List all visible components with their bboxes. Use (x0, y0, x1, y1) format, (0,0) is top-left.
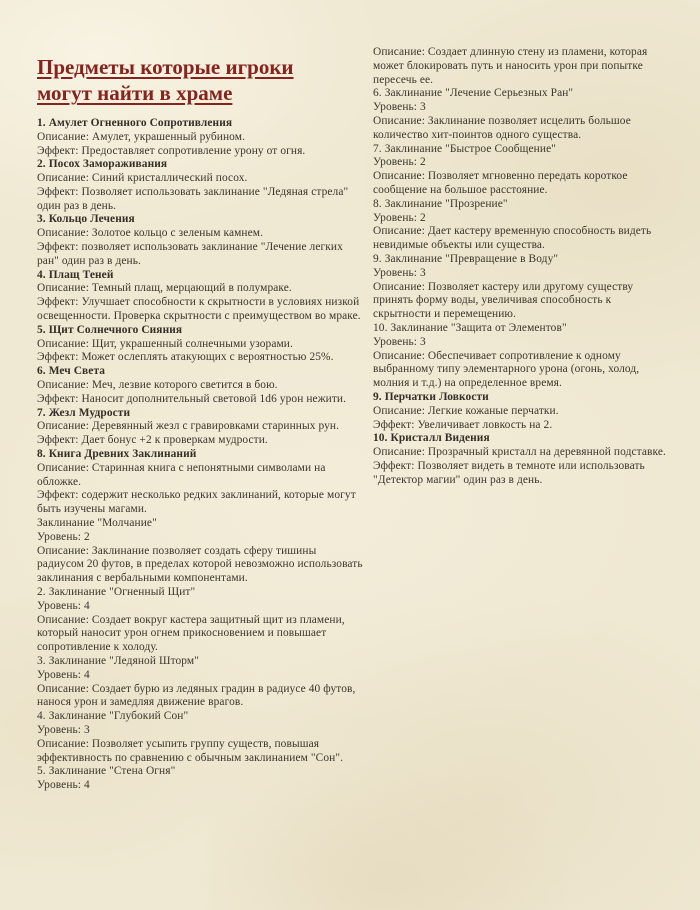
text-line: Эффект: Улучшает способности к скрытности в условиях низкой освещенности. Проверка скрытности с преимуществом во мраке. (37, 296, 361, 323)
text-line: Описание: Обеспечивает сопротивление к одному выбранному типу элементарного урона (огонь, холод, молния и т.д.) на определенное время. (373, 349, 640, 390)
text-line: Эффект: Наносит дополнительный световой 1d6 урон нежити. (37, 392, 347, 405)
item-heading: 6. Меч Света (37, 365, 106, 378)
text-line: 7. Заклинание "Быстрое Сообщение" (373, 142, 556, 155)
text-line: Уровень: 2 (37, 530, 90, 543)
text-line: 4. Заклинание "Глубокий Сон" (37, 710, 189, 723)
text-line: Эффект: Позволяет использовать заклинание "Ледяная стрела" один раз в день. (37, 185, 349, 212)
right-column-content (373, 46, 669, 488)
text-line: Описание: Меч, лезвие которого светится в бою. (37, 379, 278, 392)
text-line: Описание: Создает вокруг кастера защитный щит из пламени, который наносит урон огнем прикосновением и повышает сопротивление к холоду. (37, 613, 345, 654)
text-line: Эффект: Позволяет видеть в темноте или использовать "Детектор магии" один раз в день. (373, 459, 645, 486)
text-line: Уровень: 2 (373, 156, 426, 169)
left-column (37, 46, 363, 793)
text-line: Описание: Дает кастеру временную способность видеть невидимые объекты или существа. (373, 225, 652, 252)
item-heading: 4. Плащ Теней (37, 268, 114, 281)
text-line: Уровень: 3 (373, 335, 426, 348)
item-heading: 2. Посох Замораживания (37, 158, 168, 171)
text-line: 9. Заклинание "Превращение в Воду" (373, 252, 559, 265)
right-column (373, 46, 669, 488)
text-line: Описание: Заклинание позволяет исцелить большое количество хит-поинтов одного существа. (373, 114, 631, 141)
text-line: 10. Заклинание "Защита от Элементов" (373, 321, 567, 334)
text-line: Описание: Позволяет усыпить группу существ, повышая эффективность по сравнению с обычным заклинанием "Сон". (37, 737, 344, 764)
text-line: Эффект: позволяет использовать заклинание "Лечение легких ран" один раз в день. (37, 241, 343, 267)
item-heading: 3. Кольцо Лечения (37, 213, 135, 226)
text-line: Эффект: Может ослеплять атакующих с вероятностью 25%. (37, 351, 334, 364)
text-line: Описание: Позволяет мгновенно передать короткое сообщение на большое расстояние. (373, 170, 628, 196)
text-line: Описание: Старинная книга с непонятными символами на обложке. (37, 461, 326, 488)
text-line: 6. Заклинание "Лечение Серьезных Ран" (373, 87, 574, 100)
text-line: Описание: Темный плащ, мерцающий в полумраке. (37, 282, 292, 295)
text-line: Описание: Деревянный жезл с гравировками старинных рун. (37, 420, 340, 433)
text-line: 5. Заклинание "Стена Огня" (37, 765, 176, 778)
text-line: Описание: Золотое кольцо с зеленым камнем. (37, 227, 264, 240)
left-column-content (37, 117, 363, 793)
text-line: 8. Заклинание "Прозрение" (373, 197, 508, 210)
text-line: Описание: Прозрачный кристалл на деревянной подставке. (373, 446, 666, 459)
text-line: Эффект: Дает бонус +2 к проверкам мудрости. (37, 434, 268, 447)
text-line: Эффект: Предоставляет сопротивление урону от огня. (37, 144, 306, 157)
item-heading: 10. Кристалл Видения (373, 432, 490, 445)
text-line: Уровень: 4 (37, 668, 90, 681)
text-line: 3. Заклинание "Ледяной Шторм" (37, 654, 199, 667)
page-title (37, 54, 363, 107)
text-line: Заклинание "Молчание" (37, 517, 157, 530)
text-line: Описание: Создает длинную стену из пламени, которая может блокировать путь и наносить урон при попытке пересечь ее. (373, 46, 648, 86)
text-line: Уровень: 3 (373, 101, 426, 114)
item-heading: 9. Перчатки Ловкости (373, 390, 489, 403)
text-line: Уровень: 3 (373, 266, 426, 279)
text-line: Эффект: Увеличивает ловкость на 2. (373, 418, 553, 431)
text-line: Уровень: 2 (373, 211, 426, 224)
text-line: Уровень: 3 (37, 723, 90, 736)
text-line: Описание: Позволяет кастеру или другому существу принять форму воды, увеличивая способность к скрытности и перемещению. (373, 280, 634, 321)
text-line: Уровень: 4 (37, 599, 90, 612)
text-line: 2. Заклинание "Огненный Щит" (37, 586, 196, 598)
text-line: Описание: Заклинание позволяет создать сферу тишины радиусом 20 футов, в пределах которой невозможно использовать заклинания с вербальными компонентами. (37, 544, 363, 585)
text-line: Описание: Амулет, украшенный рубином. (37, 130, 246, 143)
text-line: Уровень: 4 (37, 779, 90, 792)
item-heading: 1. Амулет Огненного Сопротивления (37, 116, 233, 129)
text-line: Эффект: содержит несколько редких заклинаний, которые могут быть изучены магами. (37, 489, 356, 516)
page-title-line-1: Предметы которые игроки (37, 55, 294, 79)
text-line: Описание: Синий кристаллический посох. (37, 172, 248, 185)
item-heading: 8. Книга Древних Заклинаний (37, 448, 197, 461)
page-title-line-2: могут найти в храме (37, 81, 233, 106)
text-line: Описание: Щит, украшенный солнечными узорами. (37, 337, 293, 350)
text-line: Описание: Создает бурю из ледяных градин в радиусе 40 футов, нанося урон и замедляя движение врагов. (37, 682, 356, 709)
text-line: Описание: Легкие кожаные перчатки. (373, 404, 559, 417)
item-heading: 5. Щит Солнечного Сияния (37, 323, 183, 336)
item-heading: 7. Жезл Мудрости (37, 406, 131, 419)
